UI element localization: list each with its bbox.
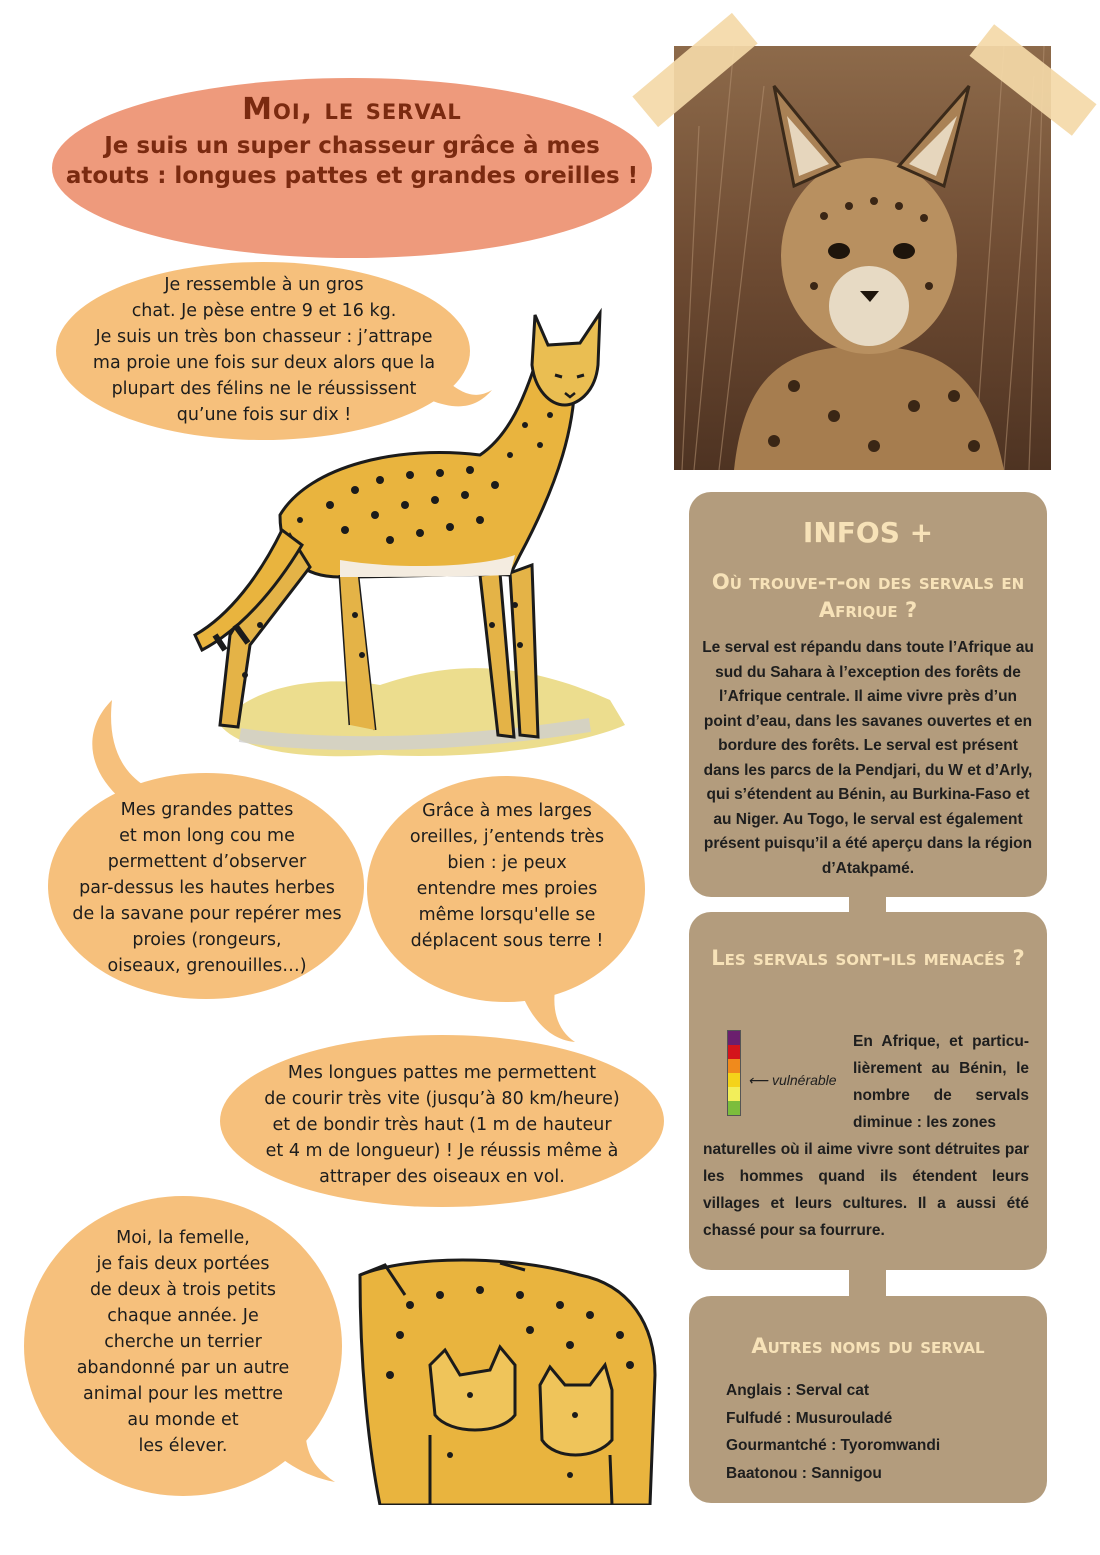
serval-mother-kittens-drawing — [350, 1255, 670, 1505]
infos-heading: INFOS + — [802, 516, 934, 549]
vulnerable-marker — [748, 1072, 837, 1089]
scale-segment — [728, 1101, 740, 1115]
intro-text: Je ressemble à un gros chat. Je pèse entre 9 et 16 kg. Je suis un très bon chasseur : j’attrape ma proie une fois sur deux alors que la plupart des félins ne le réussissent qu’une fois sur dix ! — [92, 275, 436, 425]
list-item: Anglais : Serval cat — [726, 1382, 870, 1399]
page-subtitle: Je suis un super chasseur grâce à mes atouts : longues pattes et grandes oreilles ! — [65, 133, 639, 189]
running-text: Mes longues pattes me permettent de courir très vite (jusqu’à 80 km/heure) et de bondir très haut (1 m de hauteur et 4 m de longueur) ! Je réussis même à attraper des oiseaux en vol. — [264, 1063, 620, 1187]
names-list — [726, 1377, 1026, 1487]
list-item: Fulfudé : Musurouladé — [726, 1409, 893, 1427]
scale-segment — [728, 1087, 740, 1101]
scale-segment — [728, 1045, 740, 1059]
speech-bubble-tail — [82, 700, 162, 800]
serval-photo — [674, 46, 1051, 470]
panel-connector — [849, 1268, 886, 1298]
arrow-left-icon: ⟵ — [748, 1072, 769, 1088]
threat-text-bottom: naturelles où il aime vivre sont détruites par les hommes quand ils étendent leurs villages et leurs cultures. Il a aussi été chassé pour sa fourrure. — [703, 1141, 1029, 1239]
threat-scale — [727, 1030, 741, 1116]
scale-segment — [728, 1031, 740, 1045]
list-item: Baatonou : Sannigou — [726, 1464, 882, 1482]
threat-text-top: En Afrique, et particu-lièrement au Bénin, le nombre de servals diminue : les zones — [853, 1033, 1029, 1131]
scale-segment — [728, 1073, 740, 1087]
list-item: Gourmantché : Tyoromwandi — [726, 1437, 941, 1454]
legs-neck-text: Mes grandes pattes et mon long cou me permettent d’observer par-dessus les hautes herbes de la savane pour repérer mes proies (rongeurs, oiseaux, grenouilles…) — [72, 800, 342, 976]
where-title: Où trouve-t-on des servals en Afrique ? — [711, 570, 1025, 622]
female-text: Moi, la femelle, je fais deux portées de deux à trois petits chaque année. Je cherche un terrier abandonné par un autre animal pour les mettre au monde et les élever. — [76, 1228, 290, 1456]
serval-standing-drawing — [180, 305, 640, 765]
title-block — [60, 92, 644, 191]
ears-text: Grâce à mes larges oreilles, j’entends très bien : je peux entendre mes proies même lorsqu'elle se déplacent sous terre ! — [409, 801, 605, 951]
scale-segment — [728, 1059, 740, 1073]
threat-title: Les servals sont-ils menacés ? — [711, 946, 1025, 970]
names-title: Autres noms du serval — [751, 1334, 985, 1358]
where-text: Le serval est répandu dans toute l’Afrique au sud du Sahara à l’exception des forêts de l’Afrique centrale. Il aime vivre près d’un point d’eau, dans les savanes ouvertes et en bordure des forêts. Le serval est présent dans les parcs de la Pendjari, du W et d’Arly, qui s’étendent au Bénin, au Burkina-Faso et au Niger. Au Togo, le serval est également présent puisqu’il a été aperçu dans la région d’Atakpamé. — [702, 639, 1034, 877]
vulnerable-label: vulnérable — [771, 1072, 837, 1088]
page-title: Moi, le serval — [242, 92, 462, 127]
